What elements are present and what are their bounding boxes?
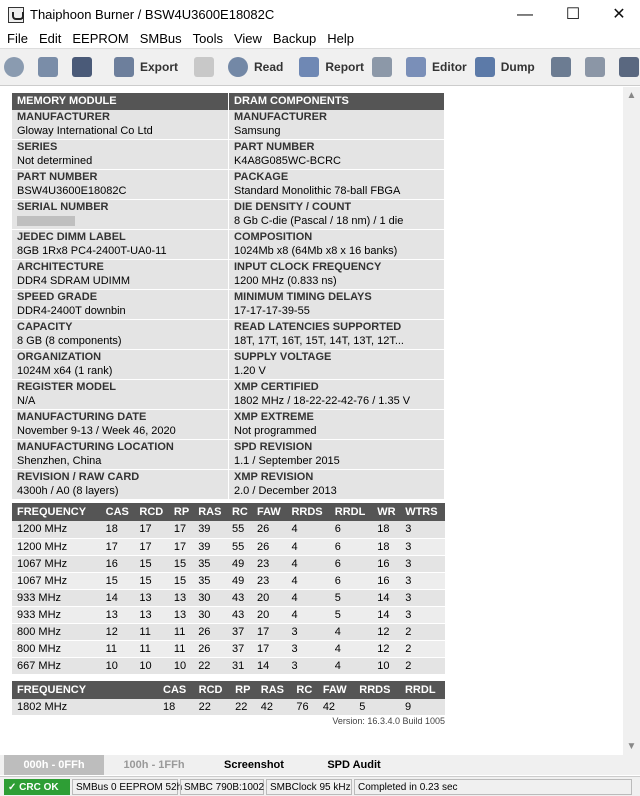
module-field	[12, 200, 228, 230]
crc-status-badge: ✓ CRC OK	[4, 779, 70, 795]
timings-cell: 4	[286, 572, 329, 589]
dram-field-label: SPD REVISION	[234, 441, 313, 453]
timings-cell: 13	[134, 589, 169, 606]
xmp-cell: 76	[291, 699, 317, 716]
timings-column-header: RRDS	[286, 503, 329, 521]
dram-field-value: 1024Mb x8 (64Mb x8 x 16 banks)	[234, 245, 398, 257]
table-row	[12, 572, 445, 589]
tab-spd-audit[interactable]: SPD Audit	[327, 759, 381, 771]
module-field-value: BSW4U3600E18082C	[17, 185, 127, 197]
memory-module-header: MEMORY MODULE	[12, 93, 228, 110]
timings-cell: 16	[372, 555, 400, 572]
timings-cell: 1067 MHz	[12, 572, 101, 589]
timings-cell: 3	[400, 538, 445, 555]
timings-cell: 4	[330, 640, 373, 657]
timings-cell: 13	[169, 589, 193, 606]
close-button[interactable]: ✕	[612, 6, 626, 23]
timings-cell: 37	[227, 623, 252, 640]
editor-label: Editor	[432, 60, 467, 74]
timings-cell: 800 MHz	[12, 623, 101, 640]
module-field	[12, 320, 228, 350]
dump-icon	[475, 57, 495, 77]
smbclock-status: SMBClock 95 kHz	[266, 779, 352, 795]
timings-cell: 18	[372, 521, 400, 538]
editor-icon	[406, 57, 426, 77]
timings-cell: 2	[400, 640, 445, 657]
tab-screenshot[interactable]: Screenshot	[224, 759, 284, 771]
dram-field-value: 1200 MHz (0.833 ns)	[234, 275, 337, 287]
module-field-value: DDR4 SDRAM UDIMM	[17, 275, 131, 287]
dump-label: Dump	[500, 60, 535, 74]
dram-field-label: XMP CERTIFIED	[234, 381, 319, 393]
toolbar	[0, 48, 640, 86]
xmp-body	[12, 699, 445, 716]
timings-cell: 933 MHz	[12, 589, 101, 606]
module-field-value: 1024M x64 (1 rank)	[17, 365, 113, 377]
timings-cell: 31	[227, 657, 252, 674]
timings-column-header: RC	[227, 503, 252, 521]
timings-cell: 14	[372, 606, 400, 623]
settings-button[interactable]	[0, 49, 34, 85]
dram-field	[229, 380, 444, 410]
timings-cell: 800 MHz	[12, 640, 101, 657]
xmp-column-header: FAW	[318, 681, 354, 699]
timings-column-header: FREQUENCY	[12, 503, 101, 521]
timings-cell: 39	[193, 521, 227, 538]
timings-cell: 12	[101, 623, 135, 640]
dram-field	[229, 140, 444, 170]
timings-cell: 12	[372, 623, 400, 640]
xmp-cell: 22	[194, 699, 230, 716]
timings-cell: 3	[286, 657, 329, 674]
lock-button[interactable]	[190, 49, 224, 85]
window-button[interactable]	[615, 49, 640, 85]
module-field-value: 8GB 1Rx8 PC4-2400T-UA0-11	[17, 245, 167, 257]
spd-report	[12, 93, 445, 716]
dram-field-value: 8 Gb C-die (Pascal / 18 nm) / 1 die	[234, 215, 404, 227]
timings-cell: 1200 MHz	[12, 538, 101, 555]
vertical-scrollbar[interactable]	[623, 87, 640, 755]
dram-field	[229, 350, 444, 380]
minimize-button[interactable]: —	[517, 6, 533, 23]
table-row	[12, 699, 445, 716]
timings-cell: 1200 MHz	[12, 521, 101, 538]
scroll-up-arrow-icon[interactable]: ▲	[626, 90, 637, 101]
timings-cell: 667 MHz	[12, 657, 101, 674]
tab-100h-1ffh[interactable]: 100h - 1FFh	[123, 759, 185, 771]
timings-cell: 17	[169, 538, 193, 555]
module-field-label: MANUFACTURING LOCATION	[17, 441, 174, 453]
table-row	[12, 623, 445, 640]
smbus-status: SMBus 0 EEPROM 52h	[72, 779, 178, 795]
timings-cell: 17	[134, 538, 169, 555]
module-field	[12, 350, 228, 380]
timings-cell: 6	[330, 572, 373, 589]
module-field-value: N/A	[17, 395, 36, 407]
module-field	[12, 140, 228, 170]
xmp-cell: 18	[158, 699, 194, 716]
dram-field	[229, 230, 444, 260]
timings-cell: 35	[193, 572, 227, 589]
timings-cell: 3	[400, 555, 445, 572]
table-row	[12, 521, 445, 538]
timings-cell: 10	[169, 657, 193, 674]
menu-tools[interactable]: Tools	[192, 31, 223, 46]
module-field-label: SPEED GRADE	[17, 291, 98, 303]
dram-field-label: XMP EXTREME	[234, 411, 314, 423]
export-button[interactable]	[110, 49, 182, 85]
module-field-value: Gloway International Co Ltd	[17, 125, 153, 137]
window-icon	[619, 57, 639, 77]
timings-cell: 26	[252, 538, 287, 555]
timings-cell: 10	[372, 657, 400, 674]
editor-button[interactable]	[402, 49, 471, 85]
timings-cell: 4	[286, 521, 329, 538]
timings-cell: 14	[101, 589, 135, 606]
completion-status: Completed in 0.23 sec	[354, 779, 632, 795]
module-field-value: November 9-13 / Week 46, 2020	[17, 425, 176, 437]
dram-field-value: 1802 MHz / 18-22-22-42-76 / 1.35 V	[234, 395, 411, 407]
module-field-value	[17, 214, 228, 231]
timings-cell: 39	[193, 538, 227, 555]
menu-file[interactable]: File	[7, 31, 28, 46]
timings-cell: 4	[330, 657, 373, 674]
xmp-column-header: RCD	[194, 681, 230, 699]
xmp-column-header: RC	[291, 681, 317, 699]
dram-field-value: Standard Monolithic 78-ball FBGA	[234, 185, 401, 197]
timings-cell: 3	[286, 623, 329, 640]
serial-redacted	[17, 216, 75, 226]
timings-header-row	[12, 503, 445, 521]
dram-field-value: 17-17-17-39-55	[234, 305, 310, 317]
timings-cell: 17	[169, 521, 193, 538]
module-field	[12, 470, 228, 500]
dram-components-header: DRAM COMPONENTS	[229, 93, 444, 110]
dram-field	[229, 110, 444, 140]
gear-icon	[4, 57, 24, 77]
module-field-label: REGISTER MODEL	[17, 381, 117, 393]
timings-cell: 5	[330, 606, 373, 623]
dram-field	[229, 200, 444, 230]
save-button[interactable]	[68, 49, 102, 85]
table-row	[12, 555, 445, 572]
scroll-down-arrow-icon[interactable]: ▼	[626, 741, 637, 752]
timings-table	[12, 503, 445, 675]
info-grid	[12, 93, 445, 500]
timings-cell: 16	[372, 572, 400, 589]
dram-field	[229, 290, 444, 320]
dram-field-label: PACKAGE	[234, 171, 289, 183]
timings-cell: 4	[286, 589, 329, 606]
module-field-label: MANUFACTURING DATE	[17, 411, 147, 423]
timings-cell: 18	[372, 538, 400, 555]
module-field	[12, 110, 228, 140]
timings-column-header: RAS	[193, 503, 227, 521]
timings-cell: 3	[400, 606, 445, 623]
xmp-header-row	[12, 681, 445, 699]
xmp-column-header: RAS	[256, 681, 292, 699]
module-field-value: Not determined	[17, 155, 93, 167]
table-row	[12, 640, 445, 657]
wrench-icon	[372, 57, 392, 77]
timings-column-header: WTRS	[400, 503, 445, 521]
module-field	[12, 290, 228, 320]
xmp-cell: 5	[354, 699, 400, 716]
timings-cell: 11	[101, 640, 135, 657]
timings-cell: 14	[252, 657, 287, 674]
module-field	[12, 260, 228, 290]
dram-field-label: DIE DENSITY / COUNT	[234, 201, 352, 213]
menu-view[interactable]: View	[233, 31, 262, 46]
read-label: Read	[254, 60, 284, 74]
timings-cell: 20	[252, 606, 287, 623]
floppy-icon	[72, 57, 92, 77]
xmp-column-header: FREQUENCY	[12, 681, 158, 699]
export-icon	[114, 57, 134, 77]
timings-cell: 13	[134, 606, 169, 623]
timings-cell: 17	[101, 538, 135, 555]
module-field-value: Shenzhen, China	[17, 455, 102, 467]
dram-field	[229, 440, 444, 470]
timings-cell: 20	[252, 589, 287, 606]
app-icon[interactable]	[8, 7, 24, 23]
dram-field-label: MINIMUM TIMING DELAYS	[234, 291, 372, 303]
timings-cell: 23	[252, 555, 287, 572]
timings-cell: 12	[372, 640, 400, 657]
xmp-cell: 1802 MHz	[12, 699, 158, 716]
timings-cell: 10	[134, 657, 169, 674]
module-field	[12, 170, 228, 200]
table-row	[12, 538, 445, 555]
timings-column-header: FAW	[252, 503, 287, 521]
xmp-column-header: RP	[230, 681, 256, 699]
timings-cell: 49	[227, 572, 252, 589]
smbc-status: SMBC 790B:1002	[180, 779, 264, 795]
timings-cell: 6	[330, 521, 373, 538]
xmp-cell: 9	[400, 699, 445, 716]
dram-field-value: 1.1 / September 2015	[234, 455, 340, 467]
timings-cell: 3	[400, 521, 445, 538]
timings-cell: 17	[134, 521, 169, 538]
copy-button[interactable]	[581, 49, 615, 85]
timings-cell: 4	[286, 555, 329, 572]
module-field-value: DDR4-2400T downbin	[17, 305, 126, 317]
timings-cell: 37	[227, 640, 252, 657]
version-label: Version: 16.3.4.0 Build 1005	[332, 716, 445, 726]
timings-column-header: WR	[372, 503, 400, 521]
dram-field-label: XMP REVISION	[234, 471, 314, 483]
timings-body	[12, 521, 445, 674]
maximize-button[interactable]: ☐	[565, 6, 581, 23]
timings-cell: 17	[252, 623, 287, 640]
module-field	[12, 230, 228, 260]
dram-field-label: MANUFACTURER	[234, 111, 327, 123]
timings-cell: 16	[101, 555, 135, 572]
memory-module-column	[12, 93, 228, 500]
read-button[interactable]	[224, 49, 287, 85]
magnifier-icon	[228, 57, 248, 77]
timings-cell: 4	[330, 623, 373, 640]
folder-icon	[38, 57, 58, 77]
timings-cell: 30	[193, 606, 227, 623]
timings-cell: 18	[101, 521, 135, 538]
timings-cell: 26	[193, 623, 227, 640]
timings-cell: 15	[169, 555, 193, 572]
dram-field-value: Not programmed	[234, 425, 317, 437]
timings-cell: 22	[193, 657, 227, 674]
xmp-cell: 42	[318, 699, 354, 716]
dram-field-value: K4A8G085WC-BCRC	[234, 155, 341, 167]
report-view[interactable]	[0, 87, 623, 755]
module-field-label: ORGANIZATION	[17, 351, 102, 363]
timings-cell: 14	[372, 589, 400, 606]
chip-icon	[551, 57, 571, 77]
timings-cell: 13	[169, 606, 193, 623]
timings-cell: 11	[169, 623, 193, 640]
dram-field	[229, 260, 444, 290]
timings-cell: 1067 MHz	[12, 555, 101, 572]
timings-cell: 26	[252, 521, 287, 538]
timings-cell: 2	[400, 657, 445, 674]
crc-status-text: CRC OK	[19, 781, 59, 793]
timings-cell: 43	[227, 606, 252, 623]
table-row	[12, 589, 445, 606]
dram-field-value: 1.20 V	[234, 365, 266, 377]
report-label: Report	[325, 60, 365, 74]
timings-cell: 15	[134, 572, 169, 589]
report-icon	[299, 57, 319, 77]
timings-cell: 49	[227, 555, 252, 572]
xmp-table	[12, 681, 445, 717]
module-field-label: SERIAL NUMBER	[17, 201, 109, 213]
chip-button[interactable]	[547, 49, 581, 85]
dram-components-column	[228, 93, 444, 500]
module-field-label: JEDEC DIMM LABEL	[17, 231, 126, 243]
timings-cell: 4	[286, 606, 329, 623]
window-title: Thaiphoon Burner / BSW4U3600E18082C	[30, 7, 275, 22]
timings-cell: 11	[169, 640, 193, 657]
timings-cell: 3	[400, 589, 445, 606]
timings-column-header: RP	[169, 503, 193, 521]
lock-icon	[194, 57, 214, 77]
menu-eeprom[interactable]: EEPROM	[72, 31, 129, 46]
timings-cell: 55	[227, 538, 252, 555]
title-bar	[0, 0, 640, 30]
dram-field-value: 2.0 / December 2013	[234, 485, 337, 497]
dram-field-value: Samsung	[234, 125, 281, 137]
export-label: Export	[140, 60, 179, 74]
timings-column-header: CAS	[101, 503, 135, 521]
timings-cell: 15	[134, 555, 169, 572]
table-row	[12, 606, 445, 623]
dram-field-value: 18T, 17T, 16T, 15T, 14T, 13T, 12T...	[234, 335, 404, 347]
timings-cell: 3	[400, 572, 445, 589]
timings-cell: 11	[134, 623, 169, 640]
menu-backup[interactable]: Backup	[272, 31, 317, 46]
module-field-label: PART NUMBER	[17, 171, 98, 183]
menu-bar	[0, 30, 640, 47]
module-field-label: MANUFACTURER	[17, 111, 110, 123]
timings-cell: 15	[169, 572, 193, 589]
timings-cell: 23	[252, 572, 287, 589]
timings-cell: 26	[193, 640, 227, 657]
timings-cell: 5	[330, 589, 373, 606]
timings-cell: 35	[193, 555, 227, 572]
timings-cell: 55	[227, 521, 252, 538]
module-field-label: REVISION / RAW CARD	[17, 471, 140, 483]
timings-cell: 30	[193, 589, 227, 606]
dram-field-label: PART NUMBER	[234, 141, 315, 153]
xmp-cell: 42	[256, 699, 292, 716]
timings-cell: 10	[101, 657, 135, 674]
xmp-column-header: CAS	[158, 681, 194, 699]
xmp-cell: 22	[230, 699, 256, 716]
xmp-column-header: RRDS	[354, 681, 400, 699]
wrench-button[interactable]	[368, 49, 402, 85]
module-field-value: 4300h / A0 (8 layers)	[17, 485, 119, 497]
dram-field	[229, 470, 444, 500]
timings-cell: 6	[330, 555, 373, 572]
module-field	[12, 380, 228, 410]
module-field-label: ARCHITECTURE	[17, 261, 104, 273]
copy-icon	[585, 57, 605, 77]
timings-cell: 15	[101, 572, 135, 589]
timings-cell: 13	[101, 606, 135, 623]
module-field-value: 8 GB (8 components)	[17, 335, 122, 347]
timings-cell: 11	[134, 640, 169, 657]
dram-field	[229, 170, 444, 200]
table-row	[12, 657, 445, 674]
dram-field-label: INPUT CLOCK FREQUENCY	[234, 261, 382, 273]
module-field	[12, 410, 228, 440]
dram-field-label: SUPPLY VOLTAGE	[234, 351, 332, 363]
timings-cell: 2	[400, 623, 445, 640]
menu-edit[interactable]: Edit	[38, 31, 62, 46]
dram-field	[229, 320, 444, 350]
timings-cell: 933 MHz	[12, 606, 101, 623]
menu-help[interactable]: Help	[327, 31, 355, 46]
dram-field-label: COMPOSITION	[234, 231, 313, 243]
menu-smbus[interactable]: SMBus	[139, 31, 182, 46]
tab-000h-0ffh[interactable]: 000h - 0FFh	[4, 755, 104, 775]
timings-column-header: RCD	[134, 503, 169, 521]
module-field-label: CAPACITY	[17, 321, 73, 333]
report-button[interactable]	[295, 49, 368, 85]
status-bar	[0, 776, 640, 796]
dram-field-label: READ LATENCIES SUPPORTED	[234, 321, 402, 333]
module-field-label: SERIES	[17, 141, 58, 153]
dram-field	[229, 410, 444, 440]
timings-cell: 43	[227, 589, 252, 606]
module-field	[12, 440, 228, 470]
timings-column-header: RRDL	[330, 503, 373, 521]
dump-button[interactable]	[471, 49, 539, 85]
timings-cell: 6	[330, 538, 373, 555]
timings-cell: 17	[252, 640, 287, 657]
xmp-column-header: RRDL	[400, 681, 445, 699]
timings-cell: 4	[286, 538, 329, 555]
timings-cell: 3	[286, 640, 329, 657]
view-tabs	[0, 755, 640, 775]
open-button[interactable]	[34, 49, 68, 85]
